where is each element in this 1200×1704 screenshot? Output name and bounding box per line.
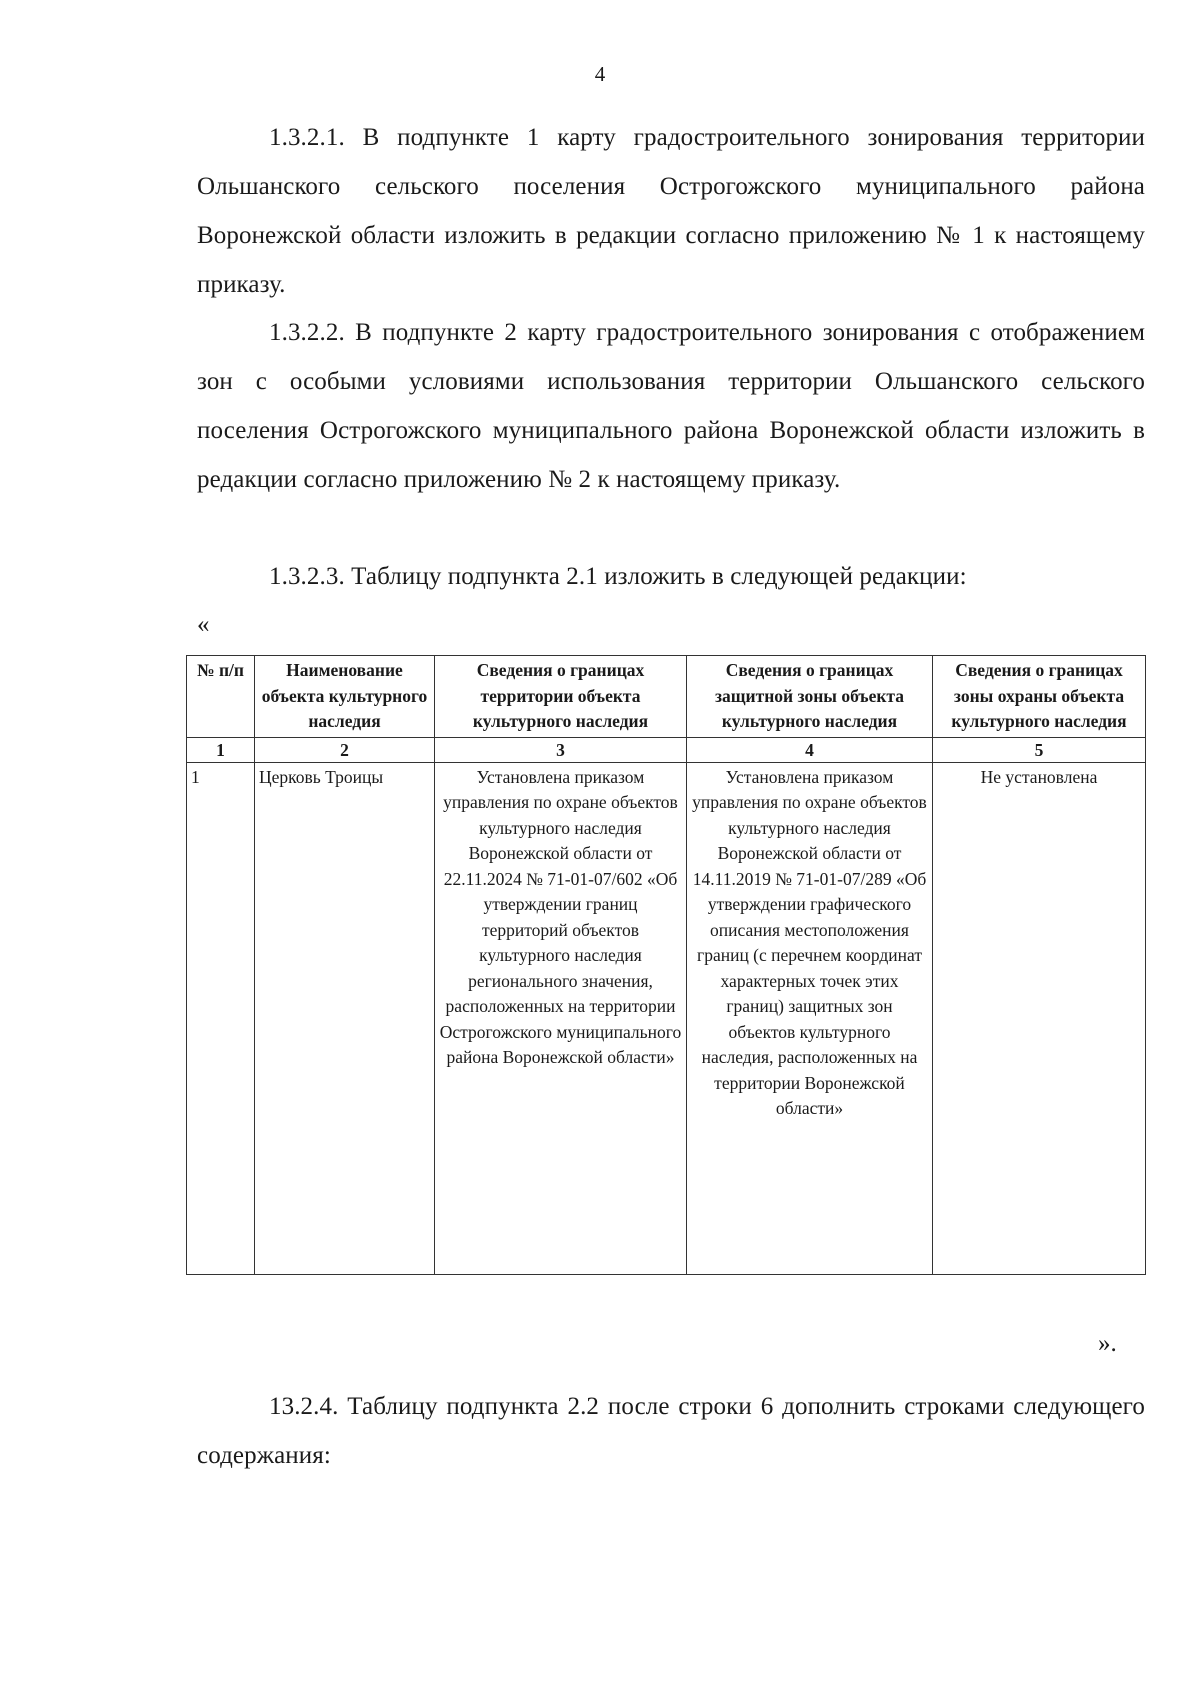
closing-quote: ».	[1098, 1330, 1117, 1357]
header-protection-zone: Сведения о границах зоны охраны объекта культурного наследия	[933, 656, 1146, 738]
paragraph-1-3-2-2: 1.3.2.2. В подпункте 2 карту градостроительного зонирования с отображением зон с особыми условиями использования территории Ольшанского сельского поселения Острогожского муниципального района Воронежской области изложить в редакции согласно приложению № 2 к настоящему приказу.	[197, 319, 1145, 493]
page-number: 4	[594, 62, 606, 86]
column-number: 5	[933, 737, 1146, 762]
column-number: 3	[435, 737, 687, 762]
row-protection-zone-info: Не установлена	[933, 762, 1146, 1274]
table-row	[187, 762, 1146, 1274]
row-protective-zone-info: Установлена приказом управления по охране объектов культурного наследия Воронежской области от 14.11.2019 № 71-01-07/289 «Об утверждении графического описания местоположения границ (с перечнем координат характерных точек этих границ) защитных зон объектов культурного наследия, расположенных на территории Воронежской области»	[687, 762, 933, 1274]
row-object-name: Церковь Троицы	[255, 762, 435, 1274]
opening-quote: «	[197, 611, 210, 638]
row-number: 1	[187, 762, 255, 1274]
column-number: 2	[255, 737, 435, 762]
header-name: Наименование объекта культурного наследия	[255, 656, 435, 738]
header-territory: Сведения о границах территории объекта культурного наследия	[435, 656, 687, 738]
paragraph-1-3-2-3: 1.3.2.3. Таблицу подпункта 2.1 изложить в следующей редакции:	[269, 563, 967, 590]
header-protective-zone: Сведения о границах защитной зоны объекта культурного наследия	[687, 656, 933, 738]
row-territory-info: Установлена приказом управления по охране объектов культурного наследия Воронежской области от 22.11.2024 № 71-01-07/602 «Об утверждении границ территорий объектов культурного наследия регионального значения, расположенных на территории Острогожского муниципального района Воронежской области»	[435, 762, 687, 1274]
heritage-table	[186, 655, 1146, 1275]
column-number: 4	[687, 737, 933, 762]
paragraph-1-3-2-1: 1.3.2.1. В подпункте 1 карту градостроительного зонирования территории Ольшанского сельского поселения Острогожского муниципального района Воронежской области изложить в редакции согласно приложению № 1 к настоящему приказу.	[197, 124, 1145, 298]
column-numbers-row	[187, 737, 1146, 762]
column-number: 1	[187, 737, 255, 762]
paragraph-13-2-4: 13.2.4. Таблицу подпункта 2.2 после строки 6 дополнить строками следующего содержания:	[197, 1393, 1145, 1469]
header-number: № п/п	[187, 656, 255, 738]
table-header-row	[187, 656, 1146, 738]
